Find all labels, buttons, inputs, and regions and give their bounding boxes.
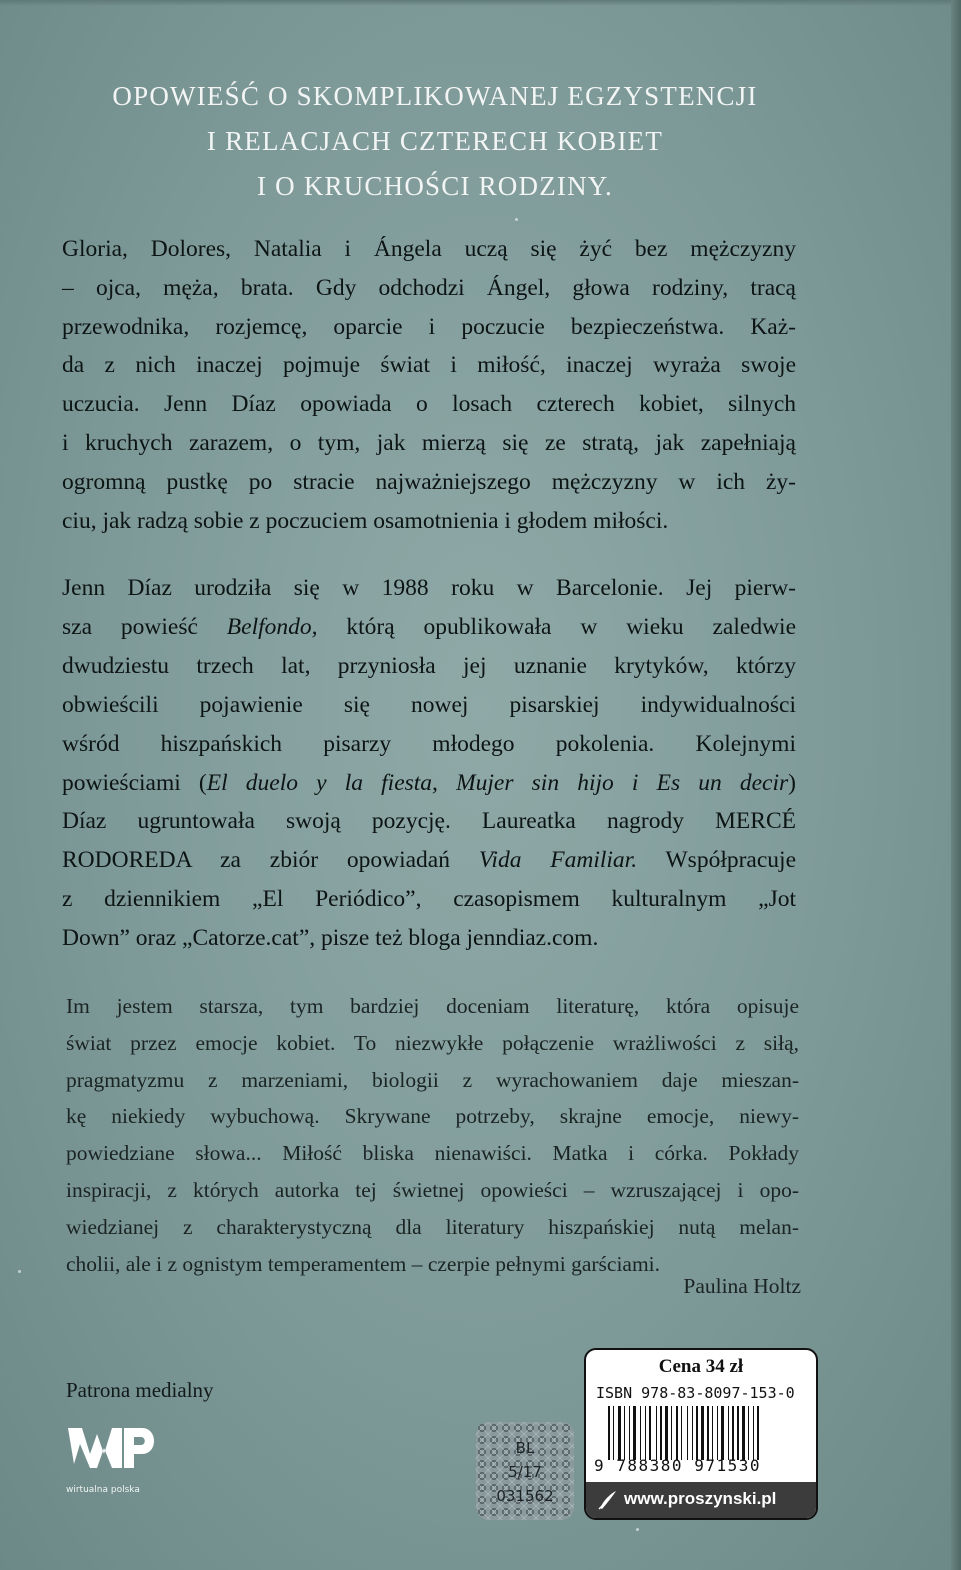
hologram-line: 031562: [496, 1487, 554, 1505]
media-patron-label: Patrona medialny: [66, 1378, 214, 1402]
bio-text: sza powieść: [62, 613, 227, 640]
quote-author: Paulina Holtz: [683, 1274, 801, 1298]
quote-line: kę niekiedy wybuchową. Skrywane potrzeby, skrajne emocje, niewy-: [66, 1104, 799, 1129]
barcode-digits: 9 788380 971530: [594, 1456, 761, 1475]
author-bio-paragraph: [62, 569, 796, 958]
bio-line: [62, 841, 796, 880]
headline-line: I O KRUCHOŚCI RODZINY.: [257, 171, 613, 201]
headline-line: OPOWIEŚĆ O SKOMPLIKOWANEJ EGZYSTENCJI: [112, 81, 758, 111]
quote-line: inspiracji, z których autorka tej świetnej opowieści – wzruszającej i opo-: [66, 1177, 799, 1202]
cover-speck: [515, 218, 518, 221]
book-titles-list: El duelo y la fiesta, Mujer sin hijo i Es un decir: [206, 769, 789, 796]
isbn-label: ISBN 978-83-8097-153-0: [596, 1384, 795, 1402]
bio-text: powieściami (: [62, 769, 207, 796]
hologram-text: [476, 1436, 574, 1508]
quote-line: cholii, ale i z ognistym temperamentem – czerpie pełnymi garściami.: [66, 1251, 661, 1276]
bio-line: Díaz ugruntowała swoją pozycję. Laureatka nagrody MERCÉ: [62, 808, 796, 835]
price-barcode-box: [584, 1348, 818, 1520]
cover-top-edge: [0, 0, 961, 6]
headline: [60, 74, 810, 209]
synopsis-line: przewodnika, rozjemcę, oparcie i poczucie bezpieczeństwa. Każ-: [62, 313, 796, 340]
bio-text: Współpracuje: [637, 847, 797, 874]
endorsement-quote: [66, 988, 799, 1282]
bio-line: z dziennikiem „El Periódico”, czasopismem kulturalnym „Jot: [62, 886, 796, 913]
bio-line: Down” oraz „Catorze.cat”, pisze też bloga jenndiaz.com.: [62, 925, 599, 952]
hologram-line: 5/17: [508, 1463, 542, 1481]
synopsis-line: – ojca, męża, brata. Gdy odchodzi Ángel, głowa rodziny, tracą: [62, 274, 796, 301]
quote-line: Im jestem starsza, tym bardziej doceniam literaturę, która opisuje: [66, 994, 799, 1018]
quote-line: świat przez emocje kobiet. To niezwykłe połączenie wrażliwości z siłą,: [66, 1030, 799, 1055]
book-title-belfondo: Belfondo,: [226, 613, 318, 640]
headline-line: I RELACJACH CZTERECH KOBIET: [206, 126, 664, 156]
publisher-url[interactable]: www.proszynski.pl: [624, 1489, 777, 1508]
bio-text: ): [788, 769, 796, 796]
bio-line: [62, 608, 796, 647]
bio-text: RODOREDA za zbiór opowiadań: [62, 847, 479, 874]
publisher-quill-icon: [596, 1488, 620, 1512]
cover-speck: [636, 1528, 639, 1531]
hologram-sticker: [476, 1422, 574, 1520]
quote-line: wiedzianej z charakterystyczną dla literatury hiszpańskiej nutą melan-: [66, 1214, 799, 1239]
synopsis-line: da z nich inaczej pojmuje świat i miłość, inaczej wyraża swoje: [62, 352, 796, 379]
quote-line: powiedziane słowa... Miłość bliska nienawiści. Matka i córka. Pokłady: [66, 1141, 799, 1166]
book-title-vida-familiar: Vida Familiar.: [478, 847, 638, 874]
bio-text: którą opublikowała w wieku zaledwie: [317, 613, 797, 640]
cover-spine-edge: [951, 0, 961, 1570]
hologram-line: BL: [515, 1439, 535, 1457]
synopsis-line: Gloria, Dolores, Natalia i Ángela uczą się żyć bez mężczyzny: [62, 236, 796, 262]
bio-line: [62, 764, 796, 803]
barcode-icon: [606, 1406, 802, 1460]
bio-line: dwudziestu trzech lat, przyniosła jej uznanie krytyków, którzy: [62, 652, 796, 679]
wp-logo-label: wirtualna polska: [66, 1485, 140, 1495]
wp-logo-icon: [66, 1424, 162, 1472]
synopsis-line: uczucia. Jenn Díaz opowiada o losach czterech kobiet, silnych: [62, 391, 796, 418]
bio-line: obwieścili pojawienie się nowej pisarskiej indywidualności: [62, 691, 796, 718]
publisher-band: [586, 1482, 816, 1518]
quote-line: pragmatyzmu z marzeniami, biologii z wyrachowaniem daje mieszan-: [66, 1067, 799, 1092]
synopsis-line: ogromną pustkę po stracie najważniejszego mężczyzny w ich ży-: [62, 468, 796, 495]
synopsis-line: ciu, jak radzą sobie z poczuciem osamotnienia i głodem miłości.: [62, 507, 669, 534]
price-label: Cena 34 zł: [658, 1356, 744, 1377]
bio-line: wśród hiszpańskich pisarzy młodego pokolenia. Kolejnymi: [62, 730, 796, 757]
synopsis-line: i kruchych zarazem, o tym, jak mierzą się ze stratą, jak zapełniają: [62, 429, 796, 456]
bio-line: Jenn Díaz urodziła się w 1988 roku w Barcelonie. Jej pierw-: [62, 575, 796, 601]
synopsis-paragraph: [62, 230, 796, 540]
cover-speck: [18, 1270, 21, 1273]
